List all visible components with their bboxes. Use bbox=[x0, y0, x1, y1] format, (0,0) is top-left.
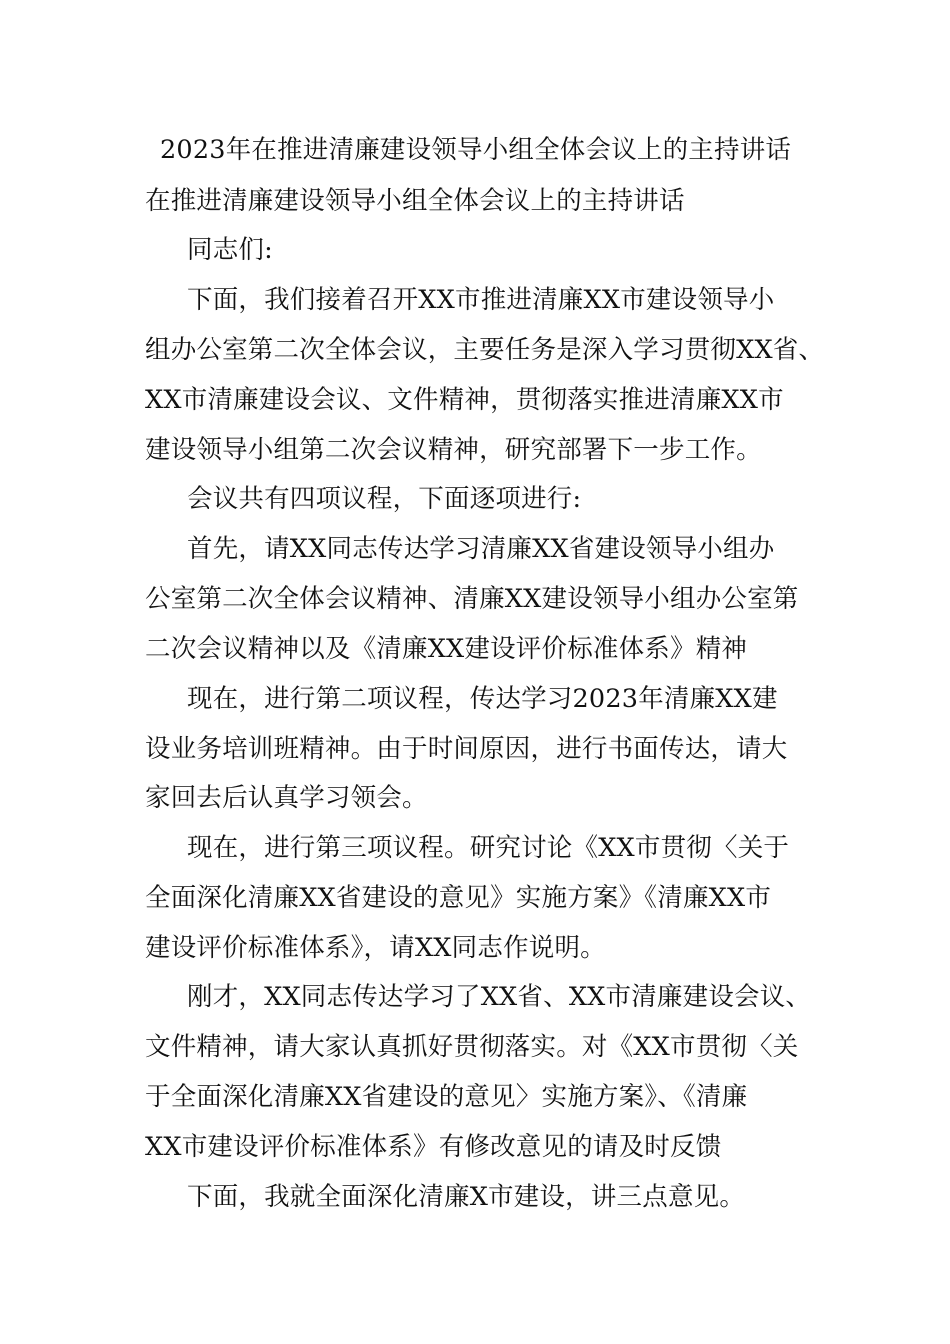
text-line: 设业务培训班精神。由于时间原因，进行书面传达，请大 bbox=[145, 734, 788, 764]
text-line: 公室第二次全体会议精神、清廉XX建设领导小组办公室第 bbox=[145, 584, 799, 614]
text-line: 全面深化清廉XX省建设的意见》实施方案》《清廉XX市 bbox=[145, 883, 772, 913]
text-line: 建设领导小组第二次会议精神，研究部署下一步工作。 bbox=[145, 435, 762, 465]
text-line: XX市建设评价标准体系》有修改意见的请及时反馈 bbox=[145, 1132, 722, 1162]
text-line: 二次会议精神以及《清廉XX建设评价标准体系》精神 bbox=[145, 634, 748, 664]
text-line: 组办公室第二次全体会议，主要任务是深入学习贯彻XX省、 bbox=[145, 335, 825, 365]
document-subtitle: 在推进清廉建设领导小组全体会议上的主持讲话 bbox=[145, 186, 685, 216]
text-line: 刚才，XX同志传达学习了XX省、XX市清廉建设会议、 bbox=[187, 982, 812, 1012]
text-line: 下面，我们接着召开XX市推进清廉XX市建设领导小 bbox=[187, 285, 775, 315]
document-title: 2023年在推进清廉建设领导小组全体会议上的主持讲话 bbox=[160, 135, 792, 165]
text-line: 于全面深化清廉XX省建设的意见〉实施方案》、《清廉 bbox=[145, 1082, 748, 1112]
text-line: 首先，请XX同志传达学习清廉XX省建设领导小组办 bbox=[187, 534, 775, 564]
text-line: 现在，进行第三项议程。研究讨论《XX市贯彻〈关于 bbox=[187, 833, 790, 863]
text-line: 现在，进行第二项议程，传达学习2023年清廉XX建 bbox=[187, 684, 778, 714]
text-line: 家回去后认真学习领会。 bbox=[145, 783, 428, 813]
text-line: 建设评价标准体系》，请XX同志作说明。 bbox=[145, 933, 606, 963]
text-line: 下面，我就全面深化清廉X市建设，讲三点意见。 bbox=[187, 1182, 746, 1212]
text-line: 文件精神，请大家认真抓好贯彻落实。对《XX市贯彻〈关 bbox=[145, 1032, 799, 1062]
text-line: 同志们: bbox=[187, 235, 273, 265]
text-line: XX市清廉建设会议、文件精神，贯彻落实推进清廉XX市 bbox=[145, 385, 784, 415]
text-line: 会议共有四项议程，下面逐项进行: bbox=[187, 484, 582, 514]
